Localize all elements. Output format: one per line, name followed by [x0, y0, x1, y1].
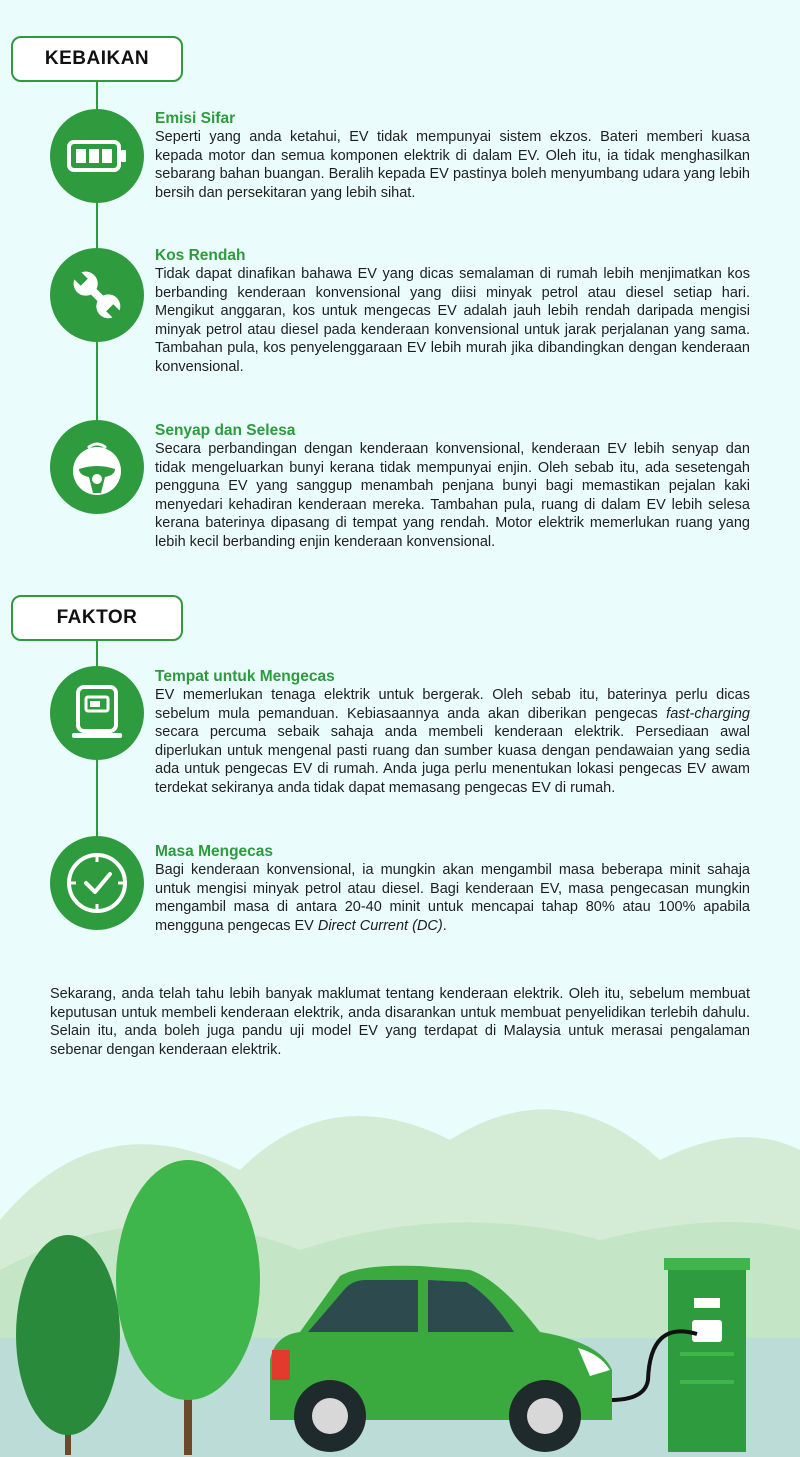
- item-kos-rendah: [155, 246, 750, 377]
- item-title: Masa Mengecas: [155, 843, 274, 860]
- item-title: Kos Rendah: [155, 247, 246, 264]
- battery-icon: [50, 109, 144, 203]
- item-tempat-mengecas: [155, 667, 750, 798]
- item-emisi-sifar: [155, 109, 750, 202]
- item-body: Seperti yang anda ketahui, EV tidak mempunyai sistem ekzos. Bateri memberi kuasa kepada motor dan semua komponen elektrik di dalam EV. Oleh itu, ia tidak menghasilkan sebarang bahan buangan. Beralih kepada EV pastinya boleh menyumbang udara yang lebih bersih dan persekitaran yang lebih sihat.: [155, 129, 750, 201]
- section-label-faktor: FAKTOR: [11, 595, 183, 641]
- closing-paragraph: Sekarang, anda telah tahu lebih banyak maklumat tentang kenderaan elektrik. Oleh itu, sebelum membuat keputusan untuk membeli kenderaan elektrik, anda disarankan untuk membuat penyelidikan terlebih dahulu. Selain itu, anda boleh juga pandu uji model EV yang terdapat di Malaysia untuk merasai pengalaman sebenar dengan kenderaan elektrik.: [50, 986, 750, 1058]
- item-title: Tempat untuk Mengecas: [155, 668, 335, 685]
- section-label-kebaikan: KEBAIKAN: [11, 36, 183, 82]
- steering-wheel-icon: [50, 420, 144, 514]
- charging-station-icon: [50, 666, 144, 760]
- item-title: Senyap dan Selesa: [155, 422, 296, 439]
- item-body: Secara perbandingan dengan kenderaan konvensional, kenderaan EV lebih senyap dan tidak mengeluarkan bunyi kerana tidak mempunyai enjin. Oleh sebab itu, ada sesetengah pengguna EV yang sanggup menambah penjana bunyi bagi memastikan pejalan kaki menyedari kehadiran kenderaan mereka. Tambahan pula, ruang di dalam EV lebih selesa kerana baterinya dipasang di tempat yang rendah. Motor elektrik memerlukan ruang yang lebih kecil berbanding enjin kenderaan konvensional.: [155, 441, 750, 550]
- item-masa-mengecas: [155, 842, 750, 935]
- item-title: Emisi Sifar: [155, 110, 236, 127]
- item-senyap-selesa: [155, 421, 750, 552]
- item-body: Bagi kenderaan konvensional, ia mungkin akan mengambil masa beberapa minit sahaja untuk mengisi minyak petrol atau diesel. Bagi kenderaan EV, masa pengecasan mungkin mengambil masa di antara 20-40 minit untuk mencapai tahap 80% atau 100% apabila mengguna pengecas EV Direct Current (DC).: [155, 862, 750, 934]
- ev-charging-illustration: [0, 1080, 800, 1457]
- item-body: EV memerlukan tenaga elektrik untuk bergerak. Oleh sebab itu, baterinya perlu dicas sebelum mula pemanduan. Kebiasaannya anda akan diberikan pengecas fast-charging secara percuma sebaik sahaja anda membeli kenderaan elektrik. Persediaan awal diperlukan untuk mengenal pasti ruang dan sumber kuasa dengan pendawaian yang sedia ada untuk pengecas EV di rumah. Anda juga perlu menentukan lokasi pengecas EV awam terdekat sekiranya anda tidak dapat memasang pengecas EV di rumah.: [155, 687, 750, 796]
- clock-icon: [50, 836, 144, 930]
- item-body: Tidak dapat dinafikan bahawa EV yang dicas semalaman di rumah lebih menjimatkan kos berbanding kenderaan konvensional yang diisi minyak petrol atau diesel setiap hari. Mengikut anggaran, kos untuk mengecas EV adalah jauh lebih rendah daripada mengisi minyak petrol atau diesel pada kenderaan konvensional untuk jarak perjalanan yang sama. Tambahan pula, kos penyelenggaraan EV lebih murah jika dibandingkan dengan kenderaan konvensional.: [155, 266, 750, 375]
- wrench-icon: [50, 248, 144, 342]
